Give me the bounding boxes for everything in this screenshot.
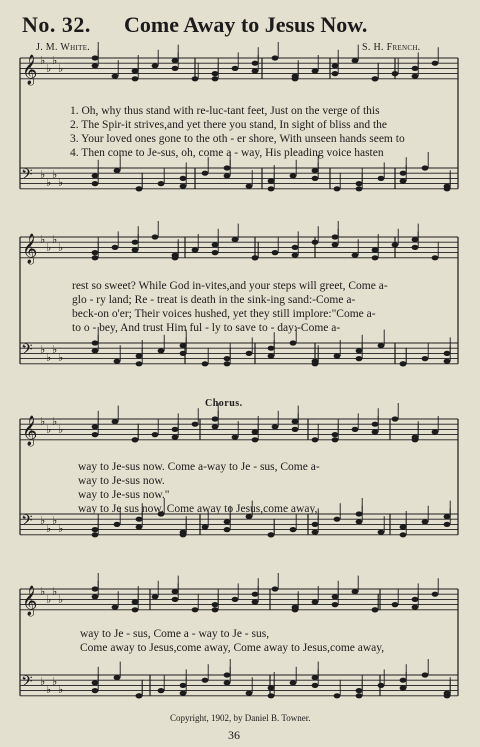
flat-sign-icon: ♭	[52, 168, 58, 181]
verse-line-2b: glo - ry land; Re - treat is death in the sink-ing sand:-Come a-	[72, 294, 356, 306]
note-head	[332, 432, 339, 437]
note-head	[332, 234, 339, 239]
note-head	[224, 527, 231, 532]
flat-sign-icon: ♭	[52, 233, 58, 246]
note-head	[392, 242, 399, 247]
note-head	[334, 693, 341, 698]
note-head	[312, 361, 319, 366]
note-head	[172, 255, 179, 260]
note-head	[92, 348, 99, 353]
treble-clef-icon: 𝄞	[22, 586, 38, 616]
flat-sign-icon: ♭	[52, 343, 58, 356]
note-head	[392, 602, 399, 607]
note-head	[192, 247, 199, 252]
flat-sign-icon: ♭	[52, 415, 58, 428]
treble-clef-icon: 𝄞	[22, 234, 38, 264]
note-head	[372, 607, 379, 612]
note-head	[212, 607, 219, 612]
note-head	[292, 76, 299, 81]
note-head	[268, 685, 275, 690]
note-head	[180, 176, 187, 181]
note-head	[268, 353, 275, 358]
note-head	[202, 171, 209, 176]
note-head	[312, 530, 319, 535]
note-head	[224, 519, 231, 524]
note-head	[172, 589, 179, 594]
note-head	[268, 178, 275, 183]
note-head	[112, 74, 119, 79]
note-head	[334, 517, 341, 522]
flat-sign-icon: ♭	[52, 54, 58, 67]
note-head	[224, 356, 231, 361]
note-head	[172, 66, 179, 71]
note-head	[92, 586, 99, 591]
note-head	[180, 184, 187, 189]
note-head	[356, 693, 363, 698]
copyright-notice: Copyright, 1902, by Daniel B. Towner.	[170, 713, 311, 723]
flat-sign-icon: ♭	[46, 423, 52, 436]
flat-sign-icon: ♭	[46, 593, 52, 606]
flat-sign-icon: ♭	[58, 241, 64, 254]
note-head	[180, 343, 187, 348]
note-head	[132, 76, 139, 81]
note-head	[356, 688, 363, 693]
verse-line-4a: 4. Then come to Je-sus, oh, come a - way, His pleading voice hasten	[70, 147, 384, 159]
note-head	[422, 356, 429, 361]
hymn-number: No. 32.	[22, 12, 91, 37]
note-head	[132, 599, 139, 604]
note-head	[92, 181, 99, 186]
note-head	[152, 432, 159, 437]
note-head	[252, 61, 259, 66]
flat-sign-icon: ♭	[40, 675, 46, 688]
flat-sign-icon: ♭	[46, 683, 52, 696]
note-head	[272, 55, 279, 60]
note-head	[292, 427, 299, 432]
note-head	[400, 178, 407, 183]
note-head	[252, 68, 259, 73]
flat-sign-icon: ♭	[58, 176, 64, 189]
flat-sign-icon: ♭	[52, 585, 58, 598]
note-head	[92, 173, 99, 178]
note-head	[332, 63, 339, 68]
note-head	[132, 247, 139, 252]
note-head	[372, 422, 379, 427]
note-head	[372, 76, 379, 81]
note-head	[180, 691, 187, 696]
flat-sign-icon: ♭	[52, 675, 58, 688]
flat-sign-icon: ♭	[40, 514, 46, 527]
note-head	[114, 675, 121, 680]
note-head	[372, 247, 379, 252]
note-head	[400, 678, 407, 683]
note-head	[400, 171, 407, 176]
chorus-line-4a: way to Je sus now. Come away to Jesus,come away,	[78, 503, 318, 515]
note-head	[180, 532, 187, 537]
note-head	[444, 514, 451, 519]
note-head	[412, 74, 419, 79]
chorus-label: Chorus.	[205, 398, 243, 409]
flat-sign-icon: ♭	[40, 585, 46, 598]
note-head	[378, 343, 385, 348]
note-head	[246, 184, 253, 189]
note-head	[412, 597, 419, 602]
note-head	[192, 76, 199, 81]
note-head	[180, 683, 187, 688]
note-head	[152, 63, 159, 68]
note-head	[92, 680, 99, 685]
lyricist-credit: J. M. White.	[36, 42, 91, 53]
note-head	[136, 353, 143, 358]
treble-clef-icon: 𝄞	[22, 55, 38, 85]
note-head	[152, 234, 159, 239]
note-head	[378, 176, 385, 181]
note-head	[312, 437, 319, 442]
note-head	[422, 519, 429, 524]
note-head	[92, 255, 99, 260]
note-head	[400, 361, 407, 366]
flat-sign-icon: ♭	[40, 343, 46, 356]
bass-clef-icon: 𝄢	[21, 673, 33, 694]
note-head	[212, 424, 219, 429]
note-head	[172, 597, 179, 602]
flat-sign-icon: ♭	[58, 62, 64, 75]
note-head	[232, 66, 239, 71]
note-head	[372, 429, 379, 434]
note-head	[92, 250, 99, 255]
note-head	[352, 589, 359, 594]
note-head	[332, 71, 339, 76]
note-head	[312, 168, 319, 173]
note-head	[246, 351, 253, 356]
flat-sign-icon: ♭	[58, 593, 64, 606]
verse-line-3b: beck-on o'er; Their voices hushed, yet they still implore:"Come a-	[72, 308, 376, 320]
verse-line-2a: 2. The Spir-it strives,and yet there you stand, In sight of bliss and the	[70, 119, 388, 131]
note-head	[412, 245, 419, 250]
verse-line-1a: 1. Oh, why thus stand with re-luc-tant feet, Just on the verge of this	[70, 105, 380, 117]
note-head	[212, 71, 219, 76]
flat-sign-icon: ♭	[46, 351, 52, 364]
note-head	[180, 351, 187, 356]
verse-line-4b: to o - bey, And trust Him ful - ly to save to - day:-Come a-	[72, 322, 341, 334]
composer-credit: S. H. French.	[362, 42, 421, 53]
note-head	[202, 361, 209, 366]
note-head	[422, 672, 429, 677]
note-head	[92, 424, 99, 429]
note-head	[290, 173, 297, 178]
note-head	[158, 348, 165, 353]
note-head	[422, 165, 429, 170]
flat-sign-icon: ♭	[46, 62, 52, 75]
flat-sign-icon: ♭	[40, 233, 46, 246]
note-head	[212, 250, 219, 255]
note-head	[332, 594, 339, 599]
flat-sign-icon: ♭	[58, 351, 64, 364]
note-head	[132, 607, 139, 612]
note-head	[136, 186, 143, 191]
note-head	[312, 599, 319, 604]
note-head	[400, 685, 407, 690]
note-head	[292, 253, 299, 258]
flat-sign-icon: ♭	[40, 54, 46, 67]
note-head	[232, 597, 239, 602]
note-head	[312, 683, 319, 688]
note-head	[412, 605, 419, 610]
note-head	[356, 511, 363, 516]
note-head	[92, 527, 99, 532]
note-head	[412, 237, 419, 242]
note-head	[136, 693, 143, 698]
note-head	[268, 346, 275, 351]
note-head	[312, 176, 319, 181]
note-head	[202, 524, 209, 529]
note-head	[252, 429, 259, 434]
note-head	[246, 691, 253, 696]
note-head	[152, 594, 159, 599]
note-head	[290, 340, 297, 345]
note-head	[172, 58, 179, 63]
note-head	[312, 675, 319, 680]
note-head	[212, 242, 219, 247]
note-head	[332, 437, 339, 442]
note-head	[392, 71, 399, 76]
note-head	[372, 255, 379, 260]
chorus-line-1b: way to Je - sus, Come a - way to Je - sus,	[80, 628, 270, 640]
note-head	[312, 68, 319, 73]
page-number: 36	[228, 728, 240, 742]
note-head	[292, 419, 299, 424]
flat-sign-icon: ♭	[46, 241, 52, 254]
note-head	[332, 602, 339, 607]
flat-sign-icon: ♭	[40, 168, 46, 181]
note-head	[252, 592, 259, 597]
note-head	[432, 429, 439, 434]
note-head	[272, 424, 279, 429]
note-head	[92, 532, 99, 537]
chorus-line-2b: Come away to Jesus,come away, Come away to Jesus,come away,	[80, 642, 385, 654]
note-head	[212, 416, 219, 421]
note-head	[252, 437, 259, 442]
note-head	[356, 186, 363, 191]
note-head	[272, 586, 279, 591]
note-head	[444, 522, 451, 527]
note-head	[224, 361, 231, 366]
note-head	[112, 245, 119, 250]
note-head	[224, 672, 231, 677]
flat-sign-icon: ♭	[40, 415, 46, 428]
note-head	[202, 678, 209, 683]
note-head	[356, 348, 363, 353]
note-head	[92, 55, 99, 60]
note-head	[268, 186, 275, 191]
hymn-title: Come Away to Jesus Now.	[124, 12, 368, 37]
note-head	[92, 340, 99, 345]
bass-clef-icon: 𝄢	[21, 512, 33, 533]
flat-sign-icon: ♭	[58, 522, 64, 535]
note-head	[334, 186, 341, 191]
note-head	[444, 693, 451, 698]
chorus-line-3a: way to Je-sus now."	[78, 489, 170, 501]
note-head	[378, 683, 385, 688]
note-head	[292, 245, 299, 250]
note-head	[400, 524, 407, 529]
note-head	[92, 688, 99, 693]
note-head	[412, 437, 419, 442]
flat-sign-icon: ♭	[58, 423, 64, 436]
note-head	[332, 242, 339, 247]
note-head	[352, 253, 359, 258]
flat-sign-icon: ♭	[46, 522, 52, 535]
note-head	[412, 66, 419, 71]
note-head	[272, 250, 279, 255]
note-head	[290, 527, 297, 532]
note-head	[92, 63, 99, 68]
note-head	[252, 255, 259, 260]
note-head	[132, 68, 139, 73]
flat-sign-icon: ♭	[52, 514, 58, 527]
note-head	[232, 237, 239, 242]
note-head	[252, 599, 259, 604]
chorus-line-1a: way to Je-sus now. Come a-way to Je - sus, Come a-	[78, 461, 320, 473]
note-head	[114, 359, 121, 364]
note-head	[212, 602, 219, 607]
note-head	[224, 173, 231, 178]
note-head	[378, 530, 385, 535]
flat-sign-icon: ♭	[58, 683, 64, 696]
verse-line-3a: 3. Your loved ones gone to the oth - er shore, With unseen hands seem to	[70, 133, 405, 145]
note-head	[224, 165, 231, 170]
note-head	[212, 76, 219, 81]
note-head	[136, 524, 143, 529]
note-head	[268, 693, 275, 698]
note-head	[312, 240, 319, 245]
note-head	[432, 255, 439, 260]
note-head	[92, 594, 99, 599]
note-head	[232, 435, 239, 440]
note-head	[192, 422, 199, 427]
treble-clef-icon: 𝄞	[22, 416, 38, 446]
note-head	[268, 532, 275, 537]
note-head	[114, 168, 121, 173]
note-head	[192, 607, 199, 612]
note-head	[132, 437, 139, 442]
note-head	[158, 181, 165, 186]
note-head	[112, 605, 119, 610]
note-head	[432, 61, 439, 66]
chorus-line-2a: way to Je-sus now.	[78, 475, 165, 487]
note-head	[290, 680, 297, 685]
bass-clef-icon: 𝄢	[21, 341, 33, 362]
note-head	[158, 688, 165, 693]
note-head	[132, 240, 139, 245]
note-head	[136, 361, 143, 366]
note-head	[444, 186, 451, 191]
note-head	[334, 353, 341, 358]
note-head	[356, 356, 363, 361]
note-head	[92, 432, 99, 437]
note-head	[392, 416, 399, 421]
note-head	[432, 592, 439, 597]
note-head	[172, 435, 179, 440]
note-head	[112, 419, 119, 424]
note-head	[136, 517, 143, 522]
note-head	[444, 351, 451, 356]
note-head	[352, 58, 359, 63]
bass-clef-icon: 𝄢	[21, 166, 33, 187]
note-head	[172, 427, 179, 432]
note-head	[224, 680, 231, 685]
note-head	[352, 427, 359, 432]
note-head	[114, 522, 121, 527]
note-head	[356, 181, 363, 186]
note-head	[356, 519, 363, 524]
note-head	[444, 359, 451, 364]
flat-sign-icon: ♭	[46, 176, 52, 189]
note-head	[292, 607, 299, 612]
verse-line-1b: rest so sweet? While God in-vites,and your steps will greet, Come a-	[72, 280, 388, 292]
note-head	[400, 532, 407, 537]
note-head	[312, 522, 319, 527]
